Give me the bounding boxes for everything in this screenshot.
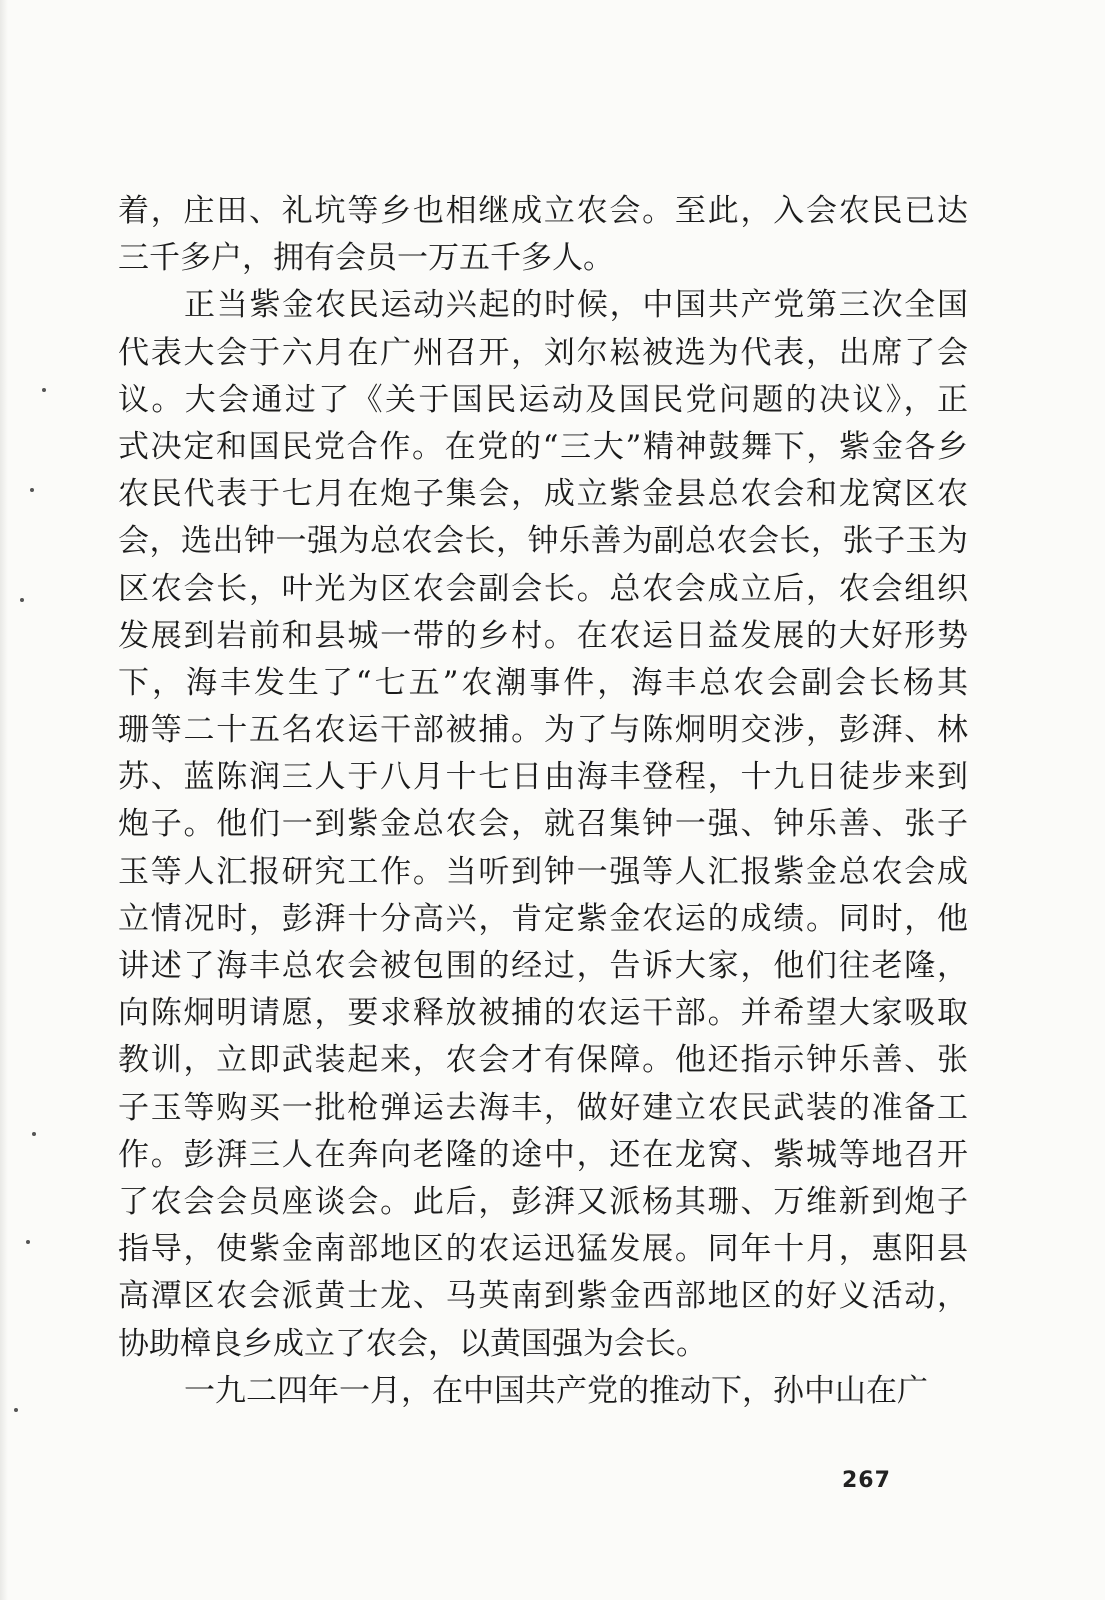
scan-speck xyxy=(14,1408,18,1412)
scan-speck xyxy=(32,1132,36,1136)
text-line: 发展到岩前和县城一带的乡村。在农运日益发展的大好形势 xyxy=(118,617,968,654)
page-number: 267 xyxy=(842,1468,891,1493)
text-line: 苏、蓝陈润三人于八月十七日由海丰登程，十九日徒步来到 xyxy=(118,759,968,796)
scan-speck xyxy=(26,1240,30,1244)
text-line: 玉等人汇报研究工作。当听到钟一强等人汇报紫金总农会成 xyxy=(118,853,968,890)
text-line: 子玉等购买一批枪弹运去海丰，做好建立农民武装的准备工 xyxy=(118,1089,968,1126)
text-line: 下，海丰发生了“七五”农潮事件，海丰总农会副会长杨其 xyxy=(118,664,968,701)
text-line: 议。大会通过了《关于国民运动及国民党问题的决议》，正 xyxy=(118,381,968,418)
text-line: 式决定和国民党合作。在党的“三大”精神鼓舞下，紫金各乡 xyxy=(118,428,968,465)
text-line: 农民代表于七月在炮子集会，成立紫金县总农会和龙窝区农 xyxy=(118,476,968,513)
text-line: 指导，使紫金南部地区的农运迅猛发展。同年十月，惠阳县 xyxy=(118,1231,968,1268)
text-line: 会，选出钟一强为总农会长，钟乐善为副总农会长，张子玉为 xyxy=(118,523,968,560)
scan-speck xyxy=(30,488,34,492)
text-line: 向陈炯明请愿，要求释放被捕的农运干部。并希望大家吸取 xyxy=(118,995,968,1032)
body-text xyxy=(118,188,968,1415)
text-line: 讲述了海丰总农会被包围的经过，告诉大家，他们往老隆， xyxy=(118,948,968,984)
text-line: 作。彭湃三人在奔向老隆的途中，还在龙窝、紫城等地召开 xyxy=(118,1136,968,1173)
text-line: 高潭区农会派黄士龙、马英南到紫金西部地区的好义活动， xyxy=(118,1278,968,1315)
text-line: 一九二四年一月，在中国共产党的推动下，孙中山在广 xyxy=(184,1372,928,1409)
text-line: 协助樟良乡成立了农会，以黄国强为会长。 xyxy=(118,1325,707,1362)
text-line: 区农会长，叶光为区农会副会长。总农会成立后，农会组织 xyxy=(118,570,968,607)
text-line: 教训，立即武装起来，农会才有保障。他还指示钟乐善、张 xyxy=(118,1042,968,1079)
text-line: 炮子。他们一到紫金总农会，就召集钟一强、钟乐善、张子 xyxy=(118,806,968,843)
text-line: 代表大会于六月在广州召开，刘尔崧被选为代表，出席了会 xyxy=(118,334,968,371)
scan-edge-shadow xyxy=(0,0,8,1600)
text-line: 立情况时，彭湃十分高兴，肯定紫金农运的成绩。同时，他 xyxy=(118,900,968,937)
text-line: 着，庄田、礼坑等乡也相继成立农会。至此，入会农民已达 xyxy=(118,193,968,229)
text-line: 正当紫金农民运动兴起的时候，中国共产党第三次全国 xyxy=(184,287,968,324)
scan-speck xyxy=(20,598,24,602)
text-line: 三千多户，拥有会员一万五千多人。 xyxy=(118,240,614,277)
text-line: 了农会会员座谈会。此后，彭湃又派杨其珊、万维新到炮子 xyxy=(118,1183,968,1220)
scan-speck xyxy=(42,388,46,392)
text-line: 珊等二十五名农运干部被捕。为了与陈炯明交涉，彭湃、林 xyxy=(118,712,968,749)
